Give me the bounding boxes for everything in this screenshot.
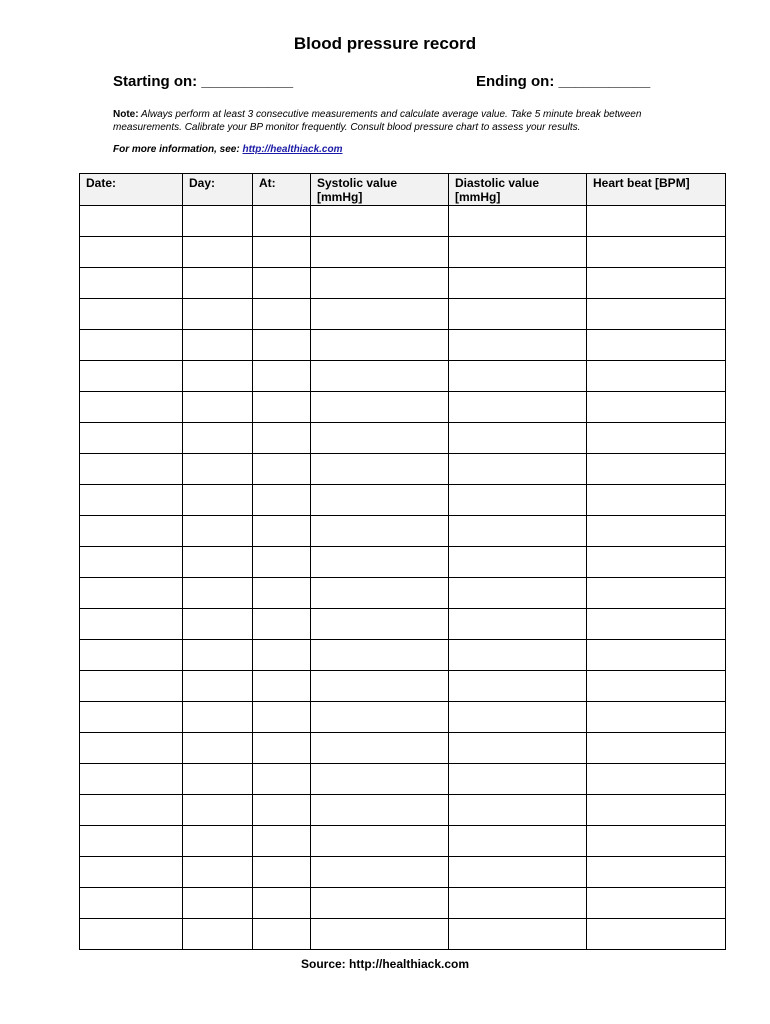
cell-date[interactable] — [80, 888, 183, 919]
table-row — [80, 206, 726, 237]
cell-date[interactable] — [80, 268, 183, 299]
page-title: Blood pressure record — [293, 34, 477, 53]
cell-date[interactable] — [80, 392, 183, 423]
cell-systolic[interactable] — [311, 702, 449, 733]
cell-at[interactable] — [253, 423, 311, 454]
cell-date[interactable] — [80, 516, 183, 547]
cell-day[interactable] — [183, 640, 253, 671]
table-row — [80, 516, 726, 547]
cell-date[interactable] — [80, 764, 183, 795]
cell-at[interactable] — [253, 578, 311, 609]
table-row — [80, 826, 726, 857]
table-row — [80, 609, 726, 640]
cell-at[interactable] — [253, 485, 311, 516]
cell-systolic[interactable] — [311, 764, 449, 795]
cell-heart-beat[interactable] — [587, 578, 726, 609]
cell-at[interactable] — [253, 671, 311, 702]
cell-date[interactable] — [80, 361, 183, 392]
cell-at[interactable] — [253, 206, 311, 237]
cell-systolic[interactable] — [311, 516, 449, 547]
cell-day[interactable] — [183, 547, 253, 578]
cell-heart-beat[interactable] — [587, 702, 726, 733]
cell-date[interactable] — [80, 423, 183, 454]
cell-heart-beat[interactable] — [587, 361, 726, 392]
cell-systolic[interactable] — [311, 392, 449, 423]
cell-day[interactable] — [183, 516, 253, 547]
cell-diastolic[interactable] — [449, 547, 587, 578]
cell-systolic[interactable] — [311, 547, 449, 578]
table-row — [80, 454, 726, 485]
note-text: Always perform at least 3 consecutive measurements and calculate average value. Take 5 minute break between measurements. Calibrate your BP monitor frequently. Consult blood pressure chart to assess your results. — [113, 109, 642, 133]
cell-day[interactable] — [183, 423, 253, 454]
cell-day[interactable] — [183, 578, 253, 609]
cell-systolic[interactable] — [311, 237, 449, 268]
cell-at[interactable] — [253, 454, 311, 485]
cell-diastolic[interactable] — [449, 423, 587, 454]
cell-systolic[interactable] — [311, 857, 449, 888]
cell-day[interactable] — [183, 764, 253, 795]
source-footer: Source: http://healthiack.com — [300, 957, 470, 971]
cell-at[interactable] — [253, 764, 311, 795]
cell-diastolic[interactable] — [449, 795, 587, 826]
cell-diastolic[interactable] — [449, 826, 587, 857]
cell-day[interactable] — [183, 733, 253, 764]
cell-at[interactable] — [253, 826, 311, 857]
healthiack-link[interactable]: http://healthiack.com — [242, 144, 343, 155]
cell-diastolic[interactable] — [449, 392, 587, 423]
cell-day[interactable] — [183, 919, 253, 950]
cell-diastolic[interactable] — [449, 888, 587, 919]
cell-date[interactable] — [80, 206, 183, 237]
table-row — [80, 392, 726, 423]
note-label: Note: — [113, 109, 139, 120]
cell-heart-beat[interactable] — [587, 299, 726, 330]
cell-heart-beat[interactable] — [587, 454, 726, 485]
cell-date[interactable] — [80, 485, 183, 516]
cell-heart-beat[interactable] — [587, 609, 726, 640]
header-systolic: Systolic value [mmHg] — [311, 174, 449, 206]
cell-at[interactable] — [253, 919, 311, 950]
cell-diastolic[interactable] — [449, 268, 587, 299]
cell-date[interactable] — [80, 702, 183, 733]
header-at: At: — [253, 174, 311, 206]
cell-day[interactable] — [183, 485, 253, 516]
cell-diastolic[interactable] — [449, 764, 587, 795]
table-row — [80, 361, 726, 392]
table-row — [80, 578, 726, 609]
cell-at[interactable] — [253, 702, 311, 733]
cell-heart-beat[interactable] — [587, 392, 726, 423]
cell-diastolic[interactable] — [449, 516, 587, 547]
cell-day[interactable] — [183, 702, 253, 733]
table-row — [80, 423, 726, 454]
cell-day[interactable] — [183, 826, 253, 857]
cell-day[interactable] — [183, 237, 253, 268]
table-row — [80, 547, 726, 578]
cell-heart-beat[interactable] — [587, 640, 726, 671]
cell-at[interactable] — [253, 888, 311, 919]
cell-diastolic[interactable] — [449, 733, 587, 764]
cell-diastolic[interactable] — [449, 299, 587, 330]
blood-pressure-table — [79, 173, 726, 950]
cell-diastolic[interactable] — [449, 454, 587, 485]
cell-systolic[interactable] — [311, 826, 449, 857]
cell-diastolic[interactable] — [449, 640, 587, 671]
table-row — [80, 764, 726, 795]
cell-heart-beat[interactable] — [587, 547, 726, 578]
cell-diastolic[interactable] — [449, 361, 587, 392]
cell-systolic[interactable] — [311, 888, 449, 919]
cell-systolic[interactable] — [311, 454, 449, 485]
cell-date[interactable] — [80, 671, 183, 702]
cell-date[interactable] — [80, 578, 183, 609]
cell-at[interactable] — [253, 361, 311, 392]
cell-diastolic[interactable] — [449, 206, 587, 237]
cell-date[interactable] — [80, 640, 183, 671]
table-header-row — [80, 174, 726, 206]
cell-heart-beat[interactable] — [587, 206, 726, 237]
cell-heart-beat[interactable] — [587, 237, 726, 268]
cell-systolic[interactable] — [311, 423, 449, 454]
cell-heart-beat[interactable] — [587, 485, 726, 516]
cell-date[interactable] — [80, 919, 183, 950]
cell-at[interactable] — [253, 330, 311, 361]
table-row — [80, 857, 726, 888]
cell-systolic[interactable] — [311, 299, 449, 330]
cell-day[interactable] — [183, 268, 253, 299]
table-row — [80, 268, 726, 299]
cell-diastolic[interactable] — [449, 485, 587, 516]
cell-diastolic[interactable] — [449, 671, 587, 702]
table-body — [80, 206, 726, 950]
cell-date[interactable] — [80, 454, 183, 485]
cell-heart-beat[interactable] — [587, 857, 726, 888]
table-row — [80, 640, 726, 671]
starting-on-label: Starting on: ___________ — [113, 73, 294, 90]
cell-date[interactable] — [80, 299, 183, 330]
cell-at[interactable] — [253, 547, 311, 578]
cell-date[interactable] — [80, 733, 183, 764]
cell-date[interactable] — [80, 795, 183, 826]
cell-at[interactable] — [253, 516, 311, 547]
header-day: Day: — [183, 174, 253, 206]
cell-systolic[interactable] — [311, 640, 449, 671]
cell-systolic[interactable] — [311, 795, 449, 826]
cell-day[interactable] — [183, 361, 253, 392]
cell-day[interactable] — [183, 392, 253, 423]
ending-on-label: Ending on: ___________ — [476, 73, 651, 90]
cell-systolic[interactable] — [311, 733, 449, 764]
cell-day[interactable] — [183, 795, 253, 826]
cell-at[interactable] — [253, 268, 311, 299]
more-info-label: For more information, see: — [113, 144, 243, 155]
table-row — [80, 671, 726, 702]
cell-at[interactable] — [253, 795, 311, 826]
cell-day[interactable] — [183, 454, 253, 485]
table-row — [80, 795, 726, 826]
table-row — [80, 919, 726, 950]
cell-at[interactable] — [253, 299, 311, 330]
cell-day[interactable] — [183, 671, 253, 702]
cell-day[interactable] — [183, 609, 253, 640]
note-paragraph — [113, 108, 673, 134]
cell-heart-beat[interactable] — [587, 330, 726, 361]
table-row — [80, 299, 726, 330]
cell-heart-beat[interactable] — [587, 268, 726, 299]
cell-systolic[interactable] — [311, 485, 449, 516]
cell-heart-beat[interactable] — [587, 826, 726, 857]
cell-systolic[interactable] — [311, 206, 449, 237]
cell-at[interactable] — [253, 857, 311, 888]
table-row — [80, 330, 726, 361]
table-row — [80, 702, 726, 733]
cell-heart-beat[interactable] — [587, 423, 726, 454]
cell-heart-beat[interactable] — [587, 764, 726, 795]
cell-systolic[interactable] — [311, 578, 449, 609]
cell-systolic[interactable] — [311, 330, 449, 361]
cell-date[interactable] — [80, 826, 183, 857]
table-row — [80, 888, 726, 919]
cell-diastolic[interactable] — [449, 237, 587, 268]
cell-diastolic[interactable] — [449, 919, 587, 950]
cell-diastolic[interactable] — [449, 609, 587, 640]
cell-at[interactable] — [253, 609, 311, 640]
cell-diastolic[interactable] — [449, 330, 587, 361]
cell-diastolic[interactable] — [449, 857, 587, 888]
cell-day[interactable] — [183, 888, 253, 919]
cell-systolic[interactable] — [311, 919, 449, 950]
cell-day[interactable] — [183, 330, 253, 361]
cell-date[interactable] — [80, 547, 183, 578]
header-diastolic: Diastolic value [mmHg] — [449, 174, 587, 206]
cell-at[interactable] — [253, 640, 311, 671]
cell-date[interactable] — [80, 857, 183, 888]
cell-at[interactable] — [253, 237, 311, 268]
cell-heart-beat[interactable] — [587, 671, 726, 702]
cell-date[interactable] — [80, 330, 183, 361]
cell-day[interactable] — [183, 299, 253, 330]
cell-date[interactable] — [80, 237, 183, 268]
cell-heart-beat[interactable] — [587, 919, 726, 950]
header-heart-beat: Heart beat [BPM] — [587, 174, 726, 206]
cell-diastolic[interactable] — [449, 702, 587, 733]
table-row — [80, 733, 726, 764]
cell-systolic[interactable] — [311, 268, 449, 299]
cell-at[interactable] — [253, 392, 311, 423]
cell-day[interactable] — [183, 857, 253, 888]
cell-date[interactable] — [80, 609, 183, 640]
table-row — [80, 237, 726, 268]
cell-systolic[interactable] — [311, 671, 449, 702]
header-date: Date: — [80, 174, 183, 206]
cell-systolic[interactable] — [311, 361, 449, 392]
cell-heart-beat[interactable] — [587, 733, 726, 764]
cell-heart-beat[interactable] — [587, 888, 726, 919]
cell-diastolic[interactable] — [449, 578, 587, 609]
cell-at[interactable] — [253, 733, 311, 764]
table-row — [80, 485, 726, 516]
cell-heart-beat[interactable] — [587, 516, 726, 547]
cell-day[interactable] — [183, 206, 253, 237]
cell-systolic[interactable] — [311, 609, 449, 640]
more-info-line — [113, 144, 342, 155]
cell-heart-beat[interactable] — [587, 795, 726, 826]
